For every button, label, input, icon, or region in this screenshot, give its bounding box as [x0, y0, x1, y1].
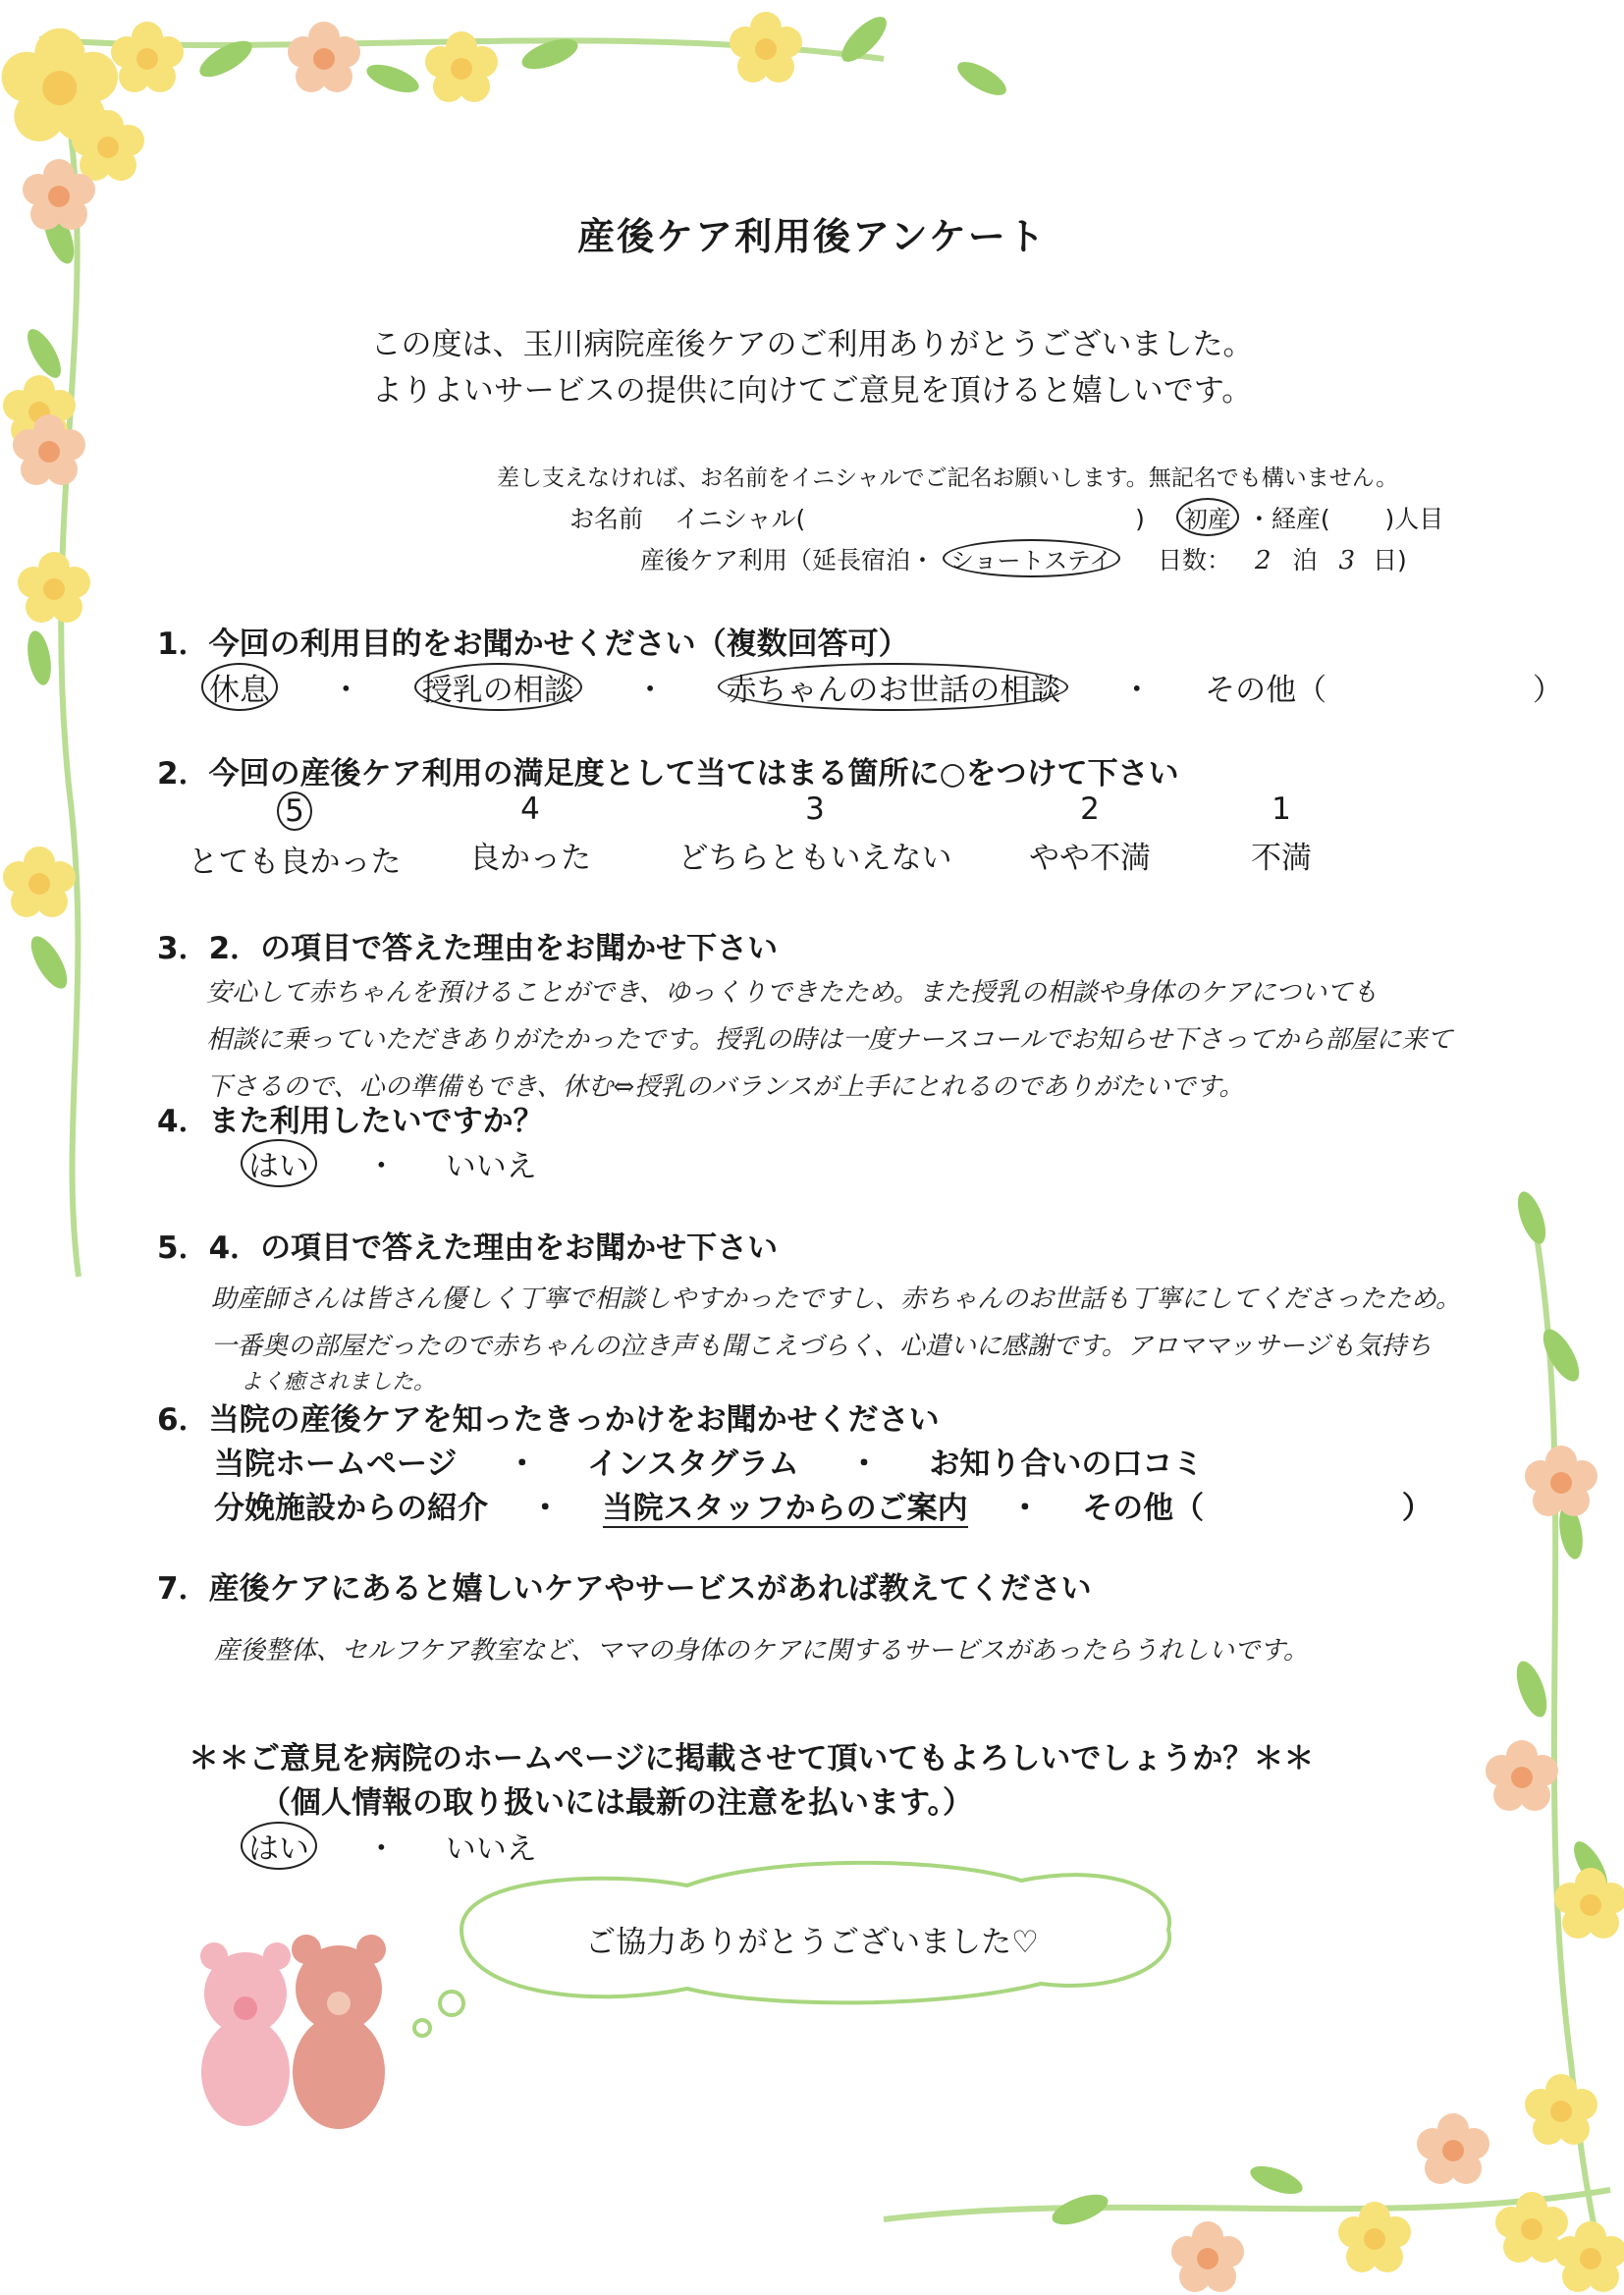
- q6-sep: ・: [529, 1491, 561, 1526]
- q1-question: 1．今回の利用目的をお聞かせください（複数回答可）: [157, 627, 909, 662]
- q7-answer: 産後整体、セルフケア教室など、ママの身体のケアに関するサービスがあったらうれしいです。: [214, 1636, 1309, 1666]
- page-title: 産後ケア利用後アンケート: [577, 215, 1047, 258]
- name-label: お名前: [569, 505, 644, 533]
- birth-first-selected[interactable]: 初産: [1176, 498, 1239, 536]
- intro-line-2: よりよいサービスの提供に向けてご意見を頂けると嬉しいです。: [371, 373, 1253, 409]
- q6-option-staff-selected[interactable]: 当院スタッフからのご案内: [602, 1491, 968, 1526]
- days-unit: 日): [1372, 546, 1407, 574]
- q3-question: 3．2．の項目で答えた理由をお聞かせ下さい: [157, 931, 779, 966]
- usage-row: [640, 539, 1407, 577]
- q3-answer-line-3: 下さるので、心の準備もでき、休む⇔授乳のバランスが上手にとれるのでありがたいです。: [206, 1072, 1245, 1102]
- q2-question: 2．今回の産後ケア利用の満足度として当てはまる箇所に○をつけて下さい: [157, 756, 1179, 792]
- short-stay-selected[interactable]: ショートステイ: [943, 539, 1120, 577]
- q2-option-1[interactable]: [1218, 792, 1345, 877]
- q2-option-4[interactable]: [452, 792, 609, 877]
- q6-sep: ・: [848, 1447, 880, 1482]
- bears-illustration: [200, 1935, 386, 2129]
- consent-yes-selected[interactable]: はい: [241, 1822, 317, 1870]
- q6-sep: ・: [1009, 1491, 1041, 1526]
- q2-num-1: 1: [1272, 792, 1291, 827]
- q1-option-breastfeeding-selected[interactable]: 授乳の相談: [414, 663, 582, 711]
- q5-question: 5．4．の項目で答えた理由をお聞かせ下さい: [157, 1230, 779, 1266]
- q3-answer-line-2: 相談に乗っていただきありがたかったです。授乳の時は一度ナースコールでお知らせ下さってから部屋に来て: [206, 1025, 1453, 1055]
- consent-question: ＊＊ご意見を病院のホームページに掲載させて頂いてもよろしいでしょうか？＊＊: [189, 1741, 1315, 1776]
- q2-option-2[interactable]: [1001, 792, 1178, 877]
- q1-other-close: ）: [1532, 673, 1563, 708]
- q1-options: [201, 663, 1563, 711]
- consent-options: [241, 1822, 537, 1870]
- q1-sep: ・: [634, 673, 666, 708]
- q4-yes-selected[interactable]: はい: [241, 1139, 317, 1187]
- consent-no[interactable]: いいえ: [445, 1831, 537, 1867]
- nights-value: 2: [1255, 546, 1272, 575]
- name-note: 差し支えなければ、お名前をイニシャルでご記名お願いします。無記名でも構いません。: [497, 465, 1399, 491]
- q4-no[interactable]: いいえ: [445, 1149, 537, 1184]
- q1-option-babycare-selected[interactable]: 赤ちゃんのお世話の相談: [718, 663, 1068, 711]
- q4-options: [241, 1139, 537, 1187]
- thanks-message: ご協力ありがとうございました♡: [585, 1925, 1039, 1960]
- name-row: [569, 498, 1443, 536]
- q5-answer-line-1: 助産師さんは皆さん優しく丁寧で相談しやすかったですし、赤ちゃんのお世話も丁寧にしてくださったため。: [211, 1284, 1461, 1314]
- birth-count-suffix: )人目: [1384, 505, 1444, 533]
- days-label: 日数：: [1158, 546, 1232, 574]
- birth-sep: ・経産(: [1246, 505, 1330, 533]
- q6-option-referral[interactable]: 分娩施設からの紹介: [214, 1491, 488, 1526]
- q6-question: 6．当院の産後ケアを知ったきっかけをお聞かせください: [157, 1402, 940, 1438]
- q6-option-word-of-mouth[interactable]: お知り合いの口コミ: [929, 1447, 1204, 1482]
- consent-sep: ・: [365, 1831, 397, 1867]
- q2-label-5: とても良かった: [188, 845, 402, 880]
- q1-option-rest-selected[interactable]: 休息: [201, 663, 278, 711]
- consent-note: （個人情報の取り扱いには最新の注意を払います。）: [260, 1785, 974, 1821]
- q2-label-3: どちらともいえない: [677, 841, 952, 876]
- intro-line-1: この度は、玉川病院産後ケアのご利用ありがとうございました。: [370, 327, 1254, 362]
- q2-option-3[interactable]: [658, 792, 972, 877]
- q6-row-1: [214, 1439, 1203, 1483]
- q2-num-3: 3: [805, 792, 825, 827]
- q1-sep: ・: [1121, 673, 1153, 708]
- q6-option-instagram[interactable]: インスタグラム: [586, 1447, 799, 1482]
- q6-option-other[interactable]: その他（: [1082, 1491, 1205, 1526]
- q2-label-2: やや不満: [1029, 841, 1151, 876]
- days-value: 3: [1338, 546, 1356, 575]
- initial-close: ): [1135, 505, 1145, 533]
- q2-num-2: 2: [1080, 792, 1100, 827]
- q5-answer-line-2: 一番奥の部屋だったので赤ちゃんの泣き声も聞こえづらく、心遣いに感謝です。アロママッサージも気持ち: [211, 1332, 1433, 1361]
- q1-option-other[interactable]: その他（: [1205, 673, 1327, 708]
- q7-question: 7．産後ケアにあると嬉しいケアやサービスがあれば教えてください: [157, 1571, 1092, 1607]
- q2-label-4: 良かった: [469, 841, 591, 876]
- q1-sep: ・: [330, 673, 361, 708]
- q2-num-5-selected: 5: [277, 792, 312, 831]
- usage-label: 産後ケア利用（延長宿泊・: [640, 546, 936, 574]
- q6-option-homepage[interactable]: 当院ホームページ: [214, 1447, 458, 1482]
- q3-answer-line-1: 安心して赤ちゃんを預けることができ、ゆっくりできたため。また授乳の相談や身体のケアについても: [206, 978, 1379, 1008]
- q6-sep: ・: [507, 1447, 538, 1482]
- q2-label-1: 不満: [1251, 841, 1312, 876]
- q6-row-2: [214, 1483, 1433, 1527]
- q4-question: 4．また利用したいですか？: [157, 1104, 544, 1139]
- q4-sep: ・: [365, 1149, 397, 1184]
- q5-answer-line-3: よく癒されました。: [241, 1370, 436, 1394]
- q2-num-4: 4: [520, 792, 540, 827]
- nights-unit: 泊: [1292, 546, 1318, 574]
- q2-option-5[interactable]: [177, 792, 412, 881]
- initial-label: イニシャル(: [674, 505, 806, 533]
- q6-other-close: ）: [1401, 1491, 1433, 1526]
